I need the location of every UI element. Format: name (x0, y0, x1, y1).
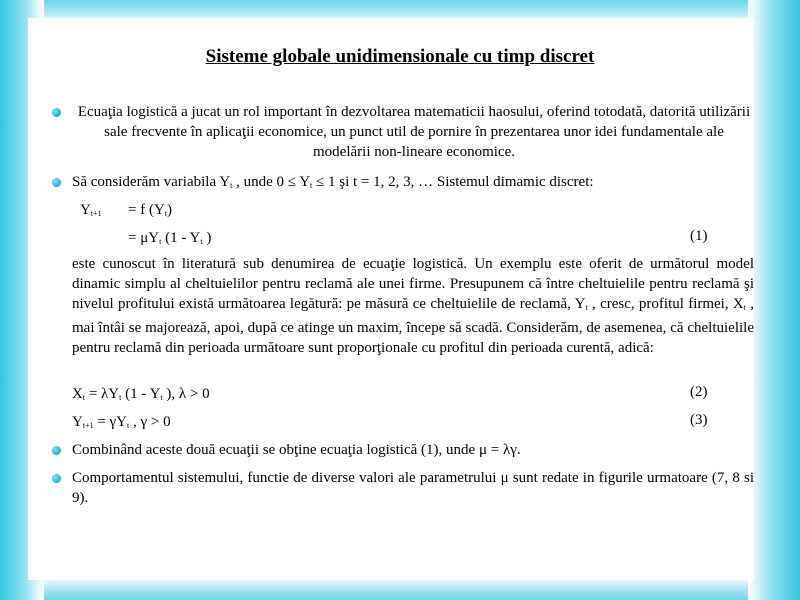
slide-title: Sisteme globale unidimensionale cu timp discret (205, 46, 595, 67)
subscript: t (164, 209, 168, 218)
subscript: t+1 (82, 421, 94, 430)
subscript: t (127, 421, 130, 430)
bullet-icon (52, 178, 61, 187)
paragraph-part1: este cunoscut în literatură sub denumirea de ecuaţie logistică. Un exemplu este oferit de următorul model dinamic simplu al cheltuielilor pentru reclamă ale unei firme. Presupunem că între cheltuielile pentru reclamă şi nivelul profitului există următoarea legătură: pe măsură ce cheltuielile de reclamă, Y (72, 256, 754, 312)
subscript: t (230, 181, 233, 190)
eq-rhs2a: = μY (128, 230, 160, 246)
paragraph-logistic (72, 254, 754, 358)
eq2-d: ), λ > 0 (162, 386, 210, 402)
bullet-text-4: Comportamentul sistemului, functie de diverse valori ale parametrului μ sunt redate in figurile urmatoare (7, 8 si 9). (72, 470, 754, 506)
subscript: t (119, 393, 122, 402)
equation-3 (72, 412, 171, 436)
eq2-a: X (72, 386, 83, 402)
subscript: t (200, 237, 203, 246)
eq-rhs1-end: ) (167, 202, 173, 218)
equation-number-2: (2) (690, 384, 708, 400)
subscript: t (310, 181, 313, 190)
subscript: t (743, 303, 746, 312)
eq3-b: = γY (93, 414, 127, 430)
eq-system-line1 (80, 200, 102, 224)
eq2-c: (1 - Y (121, 386, 161, 402)
bullet2-part3: ≤ 1 şi t = 1, 2, 3, … Sistemul dimamic discret: (312, 174, 594, 190)
eq-system-rhs2 (128, 228, 211, 252)
subscript: t+1 (90, 209, 102, 218)
eq-rhs1: = f (Y (128, 202, 165, 218)
equation-2 (72, 384, 210, 408)
subscript: t (159, 237, 162, 246)
bullet-text-2 (72, 172, 762, 196)
bullet-icon (52, 474, 61, 483)
frame-right (748, 0, 800, 600)
eq-lhs: Y (80, 202, 91, 218)
eq-rhs2c: ) (202, 230, 212, 246)
subscript: t (160, 393, 163, 402)
subscript: t (82, 393, 86, 402)
eq2-b: = λY (85, 386, 120, 402)
bullet-text-3: Combinând aceste două ecuaţii se obţine ecuaţia logistică (1), unde μ = λγ. (72, 442, 521, 458)
eq-rhs2b: (1 - Y (161, 230, 201, 246)
subscript: t (585, 303, 588, 312)
bullet2-part1: Să considerăm variabila Y (72, 174, 231, 190)
bullet-text-1: Ecuaţia logistică a jucat un rol important în dezvoltarea matematicii haosului, oferind totodată, datorită utilizării sale frecvente în aplicaţii economice, un punct util de pornire în prezentarea unor idei fundamentale ale modelării non-lineare economice. (77, 104, 751, 160)
bullet-icon (52, 108, 61, 117)
bullet2-part2: , unde 0 ≤ Y (232, 174, 311, 190)
eq3-a: Y (72, 414, 83, 430)
equation-number-1: (1) (690, 228, 708, 244)
eq-system-rhs1 (128, 200, 172, 224)
eq3-c: , γ > 0 (129, 414, 171, 430)
equation-number-3: (3) (690, 412, 708, 428)
paragraph-part3: , mai întâi se majorează, apoi, după ce atinge un maxim, începe să scadă. Considerăm, de asemenea, că cheltuielile pentru reclamă din perioada următoare sunt proporţionale cu profitul din perioada curentă, adică: (72, 296, 754, 356)
paragraph-part2: , cresc, profitul firmei, X (587, 296, 744, 312)
bullet-icon (52, 446, 61, 455)
